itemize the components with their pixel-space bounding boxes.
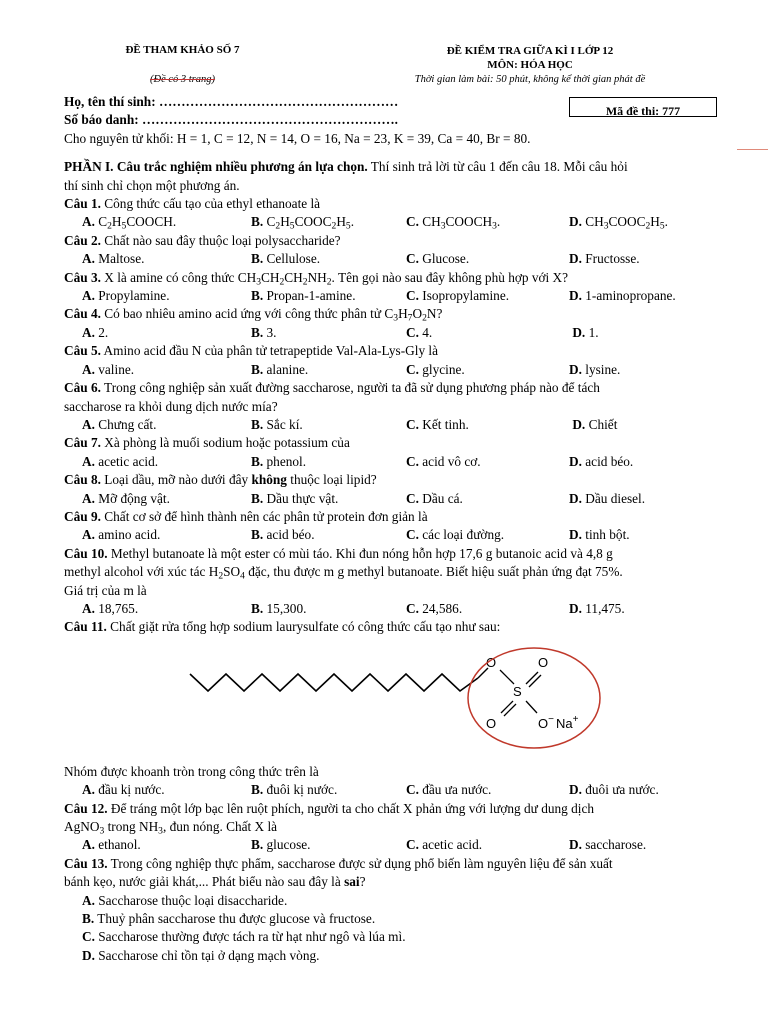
option-d[interactable]: D. lysine. [569, 361, 621, 377]
option-a[interactable]: A. Chưng cất. [82, 416, 157, 432]
option-a[interactable]: A. Saccharose thuộc loại disaccharide. [82, 892, 288, 908]
sodium-ion: Na+ [556, 713, 579, 731]
page-count-note: (Đề có 3 trang) [149, 74, 216, 85]
question-12-cont: AgNO$_3$ trong $NH_3$, đun nóng. Chất X là [64, 819, 278, 837]
option-c[interactable]: C. Dầu cá. [406, 490, 463, 506]
time-note: Thời gian làm bài: 50 phút, không kể thời gian phát đề [414, 74, 646, 85]
atom-o-top: O [538, 654, 549, 670]
question-4: Câu 4. Có bao nhiêu amino acid ứng với công thức phân tử $C_3H_7O_2N$? [64, 306, 443, 324]
question-9: Câu 9. Chất cơ sở để hình thành nên các phân tử protein đơn giản là [64, 508, 428, 524]
part1-heading [64, 158, 722, 176]
exam-title-line1: ĐỀ KIỂM TRA GIỮA KÌ I LỚP 12 [446, 45, 614, 57]
option-c[interactable]: C. các loại đường. [406, 527, 505, 543]
question-2: Câu 2. Chất nào sau đây thuộc loại polysaccharide? [64, 232, 341, 248]
part1-title: PHẦN I. Câu trắc nghiệm nhiều phương án lựa chọn. [64, 159, 368, 175]
question-2-options [64, 250, 722, 268]
exam-body [64, 93, 722, 965]
question-10-cont: methyl alcohol với xúc tác $H_2SO_4$ đặc, thu được m g methyl butanoate. Biết hiệu suất phản ứng đạt 75%. [64, 564, 623, 582]
option-c[interactable]: C. $CH_3COOCH_3$. [406, 214, 501, 232]
part1-instructions-cont: thí sinh chỉ chọn một phương án. [64, 177, 240, 193]
question-number: Câu 1. [64, 196, 101, 212]
question-7: Câu 7. Xà phòng là muối sodium hoặc potassium của [64, 435, 350, 451]
option-d[interactable]: D. Fructosse. [569, 251, 640, 267]
atom-o-minus: O− [538, 713, 554, 731]
structure-diagram [182, 646, 652, 754]
option-d[interactable]: D. tinh bột. [569, 527, 630, 543]
question-3-options [64, 287, 722, 305]
sodium-lauryl-sulfate-structure [64, 640, 722, 756]
question-1-options [64, 213, 722, 231]
option-d[interactable]: D. $CH_3COOC_2H_5$. [569, 214, 668, 232]
option-d[interactable]: D. saccharose. [569, 837, 647, 853]
question-6-cont: saccharose ra khỏi dung dịch nước mía? [64, 398, 278, 414]
option-b[interactable]: B. $C_2H_5COOC_2H_5$. [251, 214, 355, 232]
option-a[interactable]: A. Maltose. [82, 251, 145, 267]
exam-subject: MÔN: HÓA HỌC [487, 59, 573, 71]
exam-code: Mã đề thi: 777 [605, 104, 681, 117]
option-d[interactable]: D. 1-aminopropane. [569, 288, 676, 304]
question-1 [64, 195, 722, 213]
alkyl-chain [190, 674, 478, 691]
question-11: Câu 11. Chất giặt rửa tổng hợp sodium laurysulfate có công thức cấu tạo như sau: [64, 619, 501, 635]
question-text: Công thức cấu tạo của ethyl ethanoate là [100, 196, 321, 212]
option-d[interactable]: D. 11,475. [569, 600, 625, 616]
option-d[interactable]: D. 1. [572, 324, 599, 340]
option-b[interactable]: B. Thuỷ phân saccharose thu được glucose và fructose. [82, 911, 376, 927]
option-b[interactable]: B. alanine. [251, 361, 309, 377]
question-11-options [64, 781, 722, 799]
option-d[interactable]: D. đuôi ưa nước. [569, 782, 659, 798]
question-5-options [64, 361, 722, 379]
exam-title [375, 44, 685, 72]
option-c[interactable]: C. 4. [406, 324, 433, 340]
option-c[interactable]: C. Saccharose thường được tách ra từ hạt như ngô và lúa mì. [82, 929, 406, 945]
option-a[interactable]: A. ethanol. [82, 837, 141, 853]
option-b[interactable]: B. đuôi kị nước. [251, 782, 338, 798]
option-a[interactable]: A. 18,765. [82, 600, 139, 616]
option-c[interactable]: C. 24,586. [406, 600, 463, 616]
option-b[interactable]: B. glucose. [251, 837, 311, 853]
option-a[interactable]: A. valine. [82, 361, 135, 377]
question-4-options [64, 324, 722, 342]
option-a[interactable]: A. $C_2H_5COOCH$. [82, 214, 177, 232]
option-c[interactable]: C. glycine. [406, 361, 465, 377]
option-a[interactable]: A. amino acid. [82, 527, 161, 543]
reference-title: ĐỀ THAM KHẢO SỐ 7 [125, 44, 240, 56]
question-7-options [64, 453, 722, 471]
highlight-circle [468, 648, 600, 748]
question-6: Câu 6. Trong công nghiệp sản xuất đường saccharose, người ta đã sử dụng phương pháp nào để tách [64, 380, 600, 396]
question-3: Câu 3. X là amine có công thức $CH_3CH_2CH_2NH_2$. Tên gọi nào sau đây không phù hợp với X? [64, 269, 569, 288]
option-c[interactable]: C. Isopropylamine. [406, 288, 510, 304]
question-5: Câu 5. Amino acid đầu N của phân tử tetrapeptide Val-Ala-Lys-Gly là [64, 343, 439, 359]
bond-s-o-double-3 [501, 701, 513, 713]
atomic-masses: Cho nguyên tử khối: H = 1, C = 12, N = 14, O = 16, Na = 23, K = 39, Ca = 40, Br = 80. [64, 130, 531, 146]
bond-s-o-double-1 [526, 672, 538, 684]
option-c[interactable]: C. Glucose. [406, 251, 470, 267]
question-12: Câu 12. Để tráng một lớp bạc lên ruột phích, người ta cho chất X phản ứng với lượng dư dung dịch [64, 800, 595, 816]
part1-instructions: Thí sinh trả lời từ câu 1 đến câu 18. Mỗi câu hỏi [367, 159, 628, 175]
margin-mark [737, 149, 768, 150]
option-c[interactable]: C. acid vô cơ. [406, 453, 481, 469]
question-13-cont: bánh kẹo, nước giải khát,... Phát biểu nào sau đây là sai? [64, 874, 366, 890]
option-a[interactable]: A. Mỡ động vật. [82, 490, 170, 506]
option-d[interactable]: D. Chiết [572, 416, 618, 432]
question-13: Câu 13. Trong công nghiệp thực phẩm, saccharose được sử dụng phổ biến làm nguyên liệu để sản xuất [64, 855, 613, 871]
question-8: Câu 8. Loại dầu, mỡ nào dưới đây không thuộc loại lipid? [64, 472, 377, 488]
bond-s-o-double-4 [504, 704, 516, 716]
question-6-options [64, 416, 722, 434]
student-name-line: Họ, tên thí sinh: ……………………………………………… [64, 94, 399, 109]
question-10: Câu 10. Methyl butanoate là một ester có mùi táo. Khi đun nóng hỗn hợp 17,6 g butanoic acid và 4,8 g [64, 545, 613, 561]
option-a[interactable]: A. đầu kị nước. [82, 782, 165, 798]
student-id-line: Số báo danh: …………………………………………………. [64, 112, 398, 128]
option-c[interactable]: C. Kết tinh. [406, 416, 469, 432]
option-d[interactable]: D. acid béo. [569, 453, 634, 469]
option-a[interactable]: A. 2. [82, 324, 109, 340]
option-a[interactable]: A. Propylamine. [82, 288, 170, 304]
bond-s-o-minus [526, 701, 537, 713]
option-d[interactable]: D. Dầu diesel. [569, 490, 646, 506]
option-b[interactable]: B. Cellulose. [251, 251, 321, 267]
option-b[interactable]: B. acid béo. [251, 527, 315, 543]
option-d[interactable]: D. Saccharose chỉ tồn tại ở dạng mạch vòng. [82, 947, 320, 963]
option-b[interactable]: B. phenol. [251, 453, 307, 469]
atom-o-link: O [486, 654, 497, 670]
option-c[interactable]: C. đầu ưa nước. [406, 782, 492, 798]
question-9-options [64, 526, 722, 544]
atom-s: S [513, 683, 522, 699]
question-11-cont: Nhóm được khoanh tròn trong công thức trên là [64, 763, 319, 779]
bond-o-s [500, 670, 514, 684]
option-b[interactable]: B. Propan-1-amine. [251, 288, 356, 304]
question-10-options [64, 600, 722, 618]
option-b[interactable]: B. 15,300. [251, 600, 307, 616]
option-b[interactable]: B. Sắc kí. [251, 416, 303, 432]
option-b[interactable]: B. 3. [251, 324, 277, 340]
atom-o-bottom: O [486, 715, 497, 731]
option-c[interactable]: C. acetic acid. [406, 837, 483, 853]
question-12-options [64, 836, 722, 854]
option-b[interactable]: B. Dầu thực vật. [251, 490, 339, 506]
question-8-options [64, 490, 722, 508]
option-a[interactable]: A. acetic acid. [82, 453, 159, 469]
question-10-cont2: Giá trị của m là [64, 582, 147, 598]
bond-s-o-double-2 [529, 675, 541, 687]
